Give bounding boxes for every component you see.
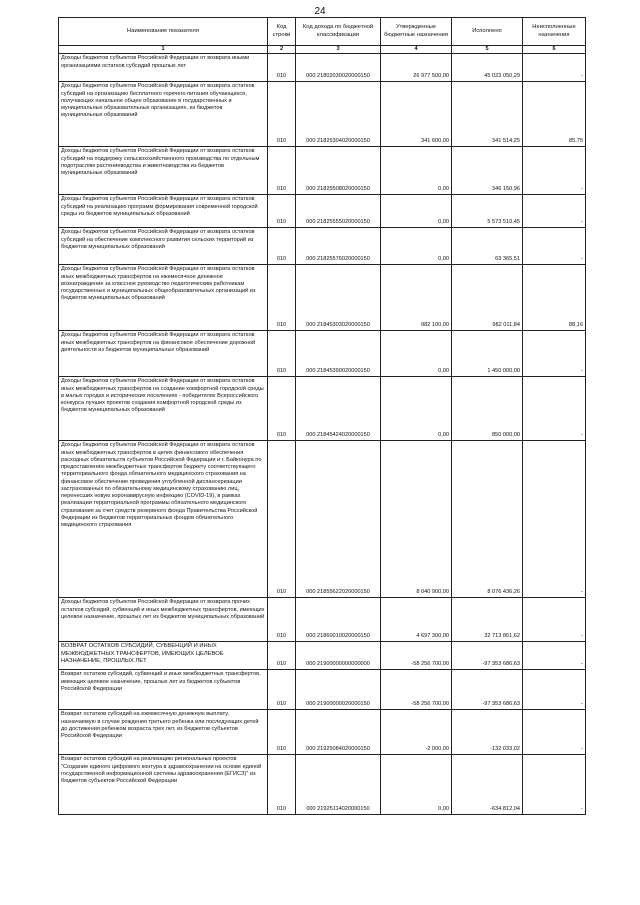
row-executed: 982 011,84 (452, 265, 523, 331)
table-row (59, 228, 586, 265)
table-row (59, 147, 586, 195)
table-header-row (59, 18, 586, 46)
page-number: 24 (314, 6, 326, 17)
column-number: 6 (523, 46, 586, 54)
row-executed: 5 573 510,45 (452, 195, 523, 228)
row-line-code: 010 (268, 54, 296, 82)
row-unexecuted: - (523, 642, 586, 670)
row-budget-code: 000 21802030020000150 (296, 54, 381, 82)
row-budget-code: 000 21900000020000150 (296, 670, 381, 710)
row-line-code: 010 (268, 147, 296, 195)
row-line-code: 010 (268, 598, 296, 642)
header-approved: Утвержденные бюджетные назначения (381, 18, 452, 46)
row-name: Доходы бюджетов субъектов Российской Федерации от возврата остатков субсидий на поддержку сельскохозяйственного производства по отдельным подотраслям растениеводства и животноводства из бюджетов муниципальных образований (59, 147, 268, 195)
row-budget-code: 000 21925114020000150 (296, 755, 381, 815)
column-number-row (59, 46, 586, 54)
row-name: Доходы бюджетов субъектов Российской Федерации от возврата остатков иных межбюджетных трансфертов в целях финансового обеспечения расходных обязательств субъектов Российской Федерации и г. Байконура по предоставлению межбюджетных трансфертов бюджету соответствующего территориального фонда обязательного медицинского страхования на финансовое обеспечение проведения углубленной диспансеризации застрахованных по обязательному медицинскому страхованию лиц, перенесших новую коронавирусную инфекцию (COVID-19), в рамках реализации территориальной программы обязательного медицинского страхования за счет средств резервного фонда Правительства Российской Федерации из бюджетов территориальных фондов обязательного медицинского страхования (59, 441, 268, 598)
table-row (59, 755, 586, 815)
row-budget-code: 000 21900000000000000 (296, 642, 381, 670)
row-budget-code: 000 21825576020000150 (296, 228, 381, 265)
row-budget-code: 000 21845390020000150 (296, 331, 381, 377)
row-executed: 63 365,51 (452, 228, 523, 265)
row-approved: 341 600,00 (381, 82, 452, 147)
row-approved: 8 040 900,00 (381, 441, 452, 598)
row-line-code: 010 (268, 265, 296, 331)
row-executed: 32 713 861,62 (452, 598, 523, 642)
column-number: 1 (59, 46, 268, 54)
row-executed: -634 812,04 (452, 755, 523, 815)
header-executed: Исполнено (452, 18, 523, 46)
row-unexecuted: - (523, 147, 586, 195)
row-approved: 0,00 (381, 228, 452, 265)
table-row (59, 710, 586, 755)
column-number: 2 (268, 46, 296, 54)
row-budget-code: 000 21925084020000150 (296, 710, 381, 755)
row-unexecuted: - (523, 228, 586, 265)
row-line-code: 010 (268, 670, 296, 710)
row-line-code: 010 (268, 755, 296, 815)
row-name: Доходы бюджетов субъектов Российской Федерации от возврата прочих остатков субсидий, субвенций и иных межбюджетных трансфертов, имеющих целевое назначение, прошлых лет из бюджетов муниципальных образований (59, 598, 268, 642)
row-unexecuted: - (523, 670, 586, 710)
row-name: Доходы бюджетов субъектов Российской Федерации от возврата остатков субсидий на реализацию программ формирования современной городской среды из бюджетов муниципальных образований (59, 195, 268, 228)
row-budget-code: 000 21855622020000150 (296, 441, 381, 598)
row-budget-code: 000 21825304020000150 (296, 82, 381, 147)
table-row (59, 377, 586, 441)
row-unexecuted: - (523, 441, 586, 598)
row-unexecuted: 85,75 (523, 82, 586, 147)
budget-revenue-table (58, 17, 586, 815)
table-row (59, 642, 586, 670)
row-name: Доходы бюджетов субъектов Российской Федерации от возврата иными организациями остатков субсидий прошлых лет (59, 54, 268, 82)
row-executed: 850 000,00 (452, 377, 523, 441)
row-unexecuted: - (523, 710, 586, 755)
table-row (59, 195, 586, 228)
row-unexecuted: - (523, 54, 586, 82)
row-approved: 4 697 300,00 (381, 598, 452, 642)
row-line-code: 010 (268, 377, 296, 441)
row-budget-code: 000 21825508020000150 (296, 147, 381, 195)
row-name: Доходы бюджетов субъектов Российской Федерации от возврата остатков субсидий на организацию бесплатного горячего питания обучающихся, получающих начальное общее образование в государственных и муниципальных образовательных организациях, из бюджетов муниципальных образований (59, 82, 268, 147)
row-executed: 341 514,25 (452, 82, 523, 147)
row-approved: -2 000,00 (381, 710, 452, 755)
row-line-code: 010 (268, 331, 296, 377)
row-line-code: 010 (268, 82, 296, 147)
row-budget-code: 000 21860010020000150 (296, 598, 381, 642)
table-row (59, 598, 586, 642)
row-line-code: 010 (268, 441, 296, 598)
row-unexecuted: - (523, 377, 586, 441)
table-row (59, 265, 586, 331)
row-approved: -58 256 700,00 (381, 670, 452, 710)
row-name: Доходы бюджетов субъектов Российской Федерации от возврата остатков субсидий на обеспечение комплексного развития сельских территорий из бюджетов муниципальных образований (59, 228, 268, 265)
column-number: 5 (452, 46, 523, 54)
row-line-code: 010 (268, 228, 296, 265)
row-unexecuted: - (523, 598, 586, 642)
row-executed: -97 353 686,63 (452, 670, 523, 710)
row-unexecuted: 88,16 (523, 265, 586, 331)
row-executed: -132 033,02 (452, 710, 523, 755)
row-name: Возврат остатков субсидий на реализацию региональных проектов "Создание единого цифрового контура в здравоохранении на основе единой государственной информационной системы здравоохранения (ЕГИСЗ)" из бюджетов субъектов Российской Федерации (59, 755, 268, 815)
row-line-code: 010 (268, 710, 296, 755)
row-line-code: 010 (268, 195, 296, 228)
row-executed: 8 076 436,26 (452, 441, 523, 598)
header-budget-code: Код дохода по бюджетной классификации (296, 18, 381, 46)
table-row (59, 441, 586, 598)
row-budget-code: 000 21845303020000150 (296, 265, 381, 331)
table-row (59, 331, 586, 377)
row-approved: 0,00 (381, 755, 452, 815)
table-row (59, 670, 586, 710)
row-unexecuted: - (523, 195, 586, 228)
row-name: Возврат остатков субсидий на ежемесячную денежную выплату, назначаемую в случае рождения третьего ребенка или последующих детей до достижения ребенком возраста трех лет, из бюджетов субъектов Российской Федерации (59, 710, 268, 755)
row-name: Доходы бюджетов субъектов Российской Федерации от возврата остатков иных межбюджетных трансфертов на финансовое обеспечение дорожной деятельности из бюджетов муниципальных образований (59, 331, 268, 377)
row-approved: 26 977 500,00 (381, 54, 452, 82)
column-number: 3 (296, 46, 381, 54)
header-unexecuted: Неисполненные назначения (523, 18, 586, 46)
row-executed: 346 150,96 (452, 147, 523, 195)
row-budget-code: 000 21845424020000150 (296, 377, 381, 441)
row-line-code: 010 (268, 642, 296, 670)
header-name: Наименование показателя (59, 18, 268, 46)
row-approved: 0,00 (381, 377, 452, 441)
row-executed: 1 450 000,00 (452, 331, 523, 377)
row-unexecuted: - (523, 331, 586, 377)
row-name: Доходы бюджетов субъектов Российской Федерации от возврата остатков иных межбюджетных трансфертов на создание комфортной городской среды в малых городах и исторических поселениях - победителях Всероссийского конкурса лучших проектов создания комфортной городской среды из бюджетов муниципальных образований (59, 377, 268, 441)
row-approved: 982 100,00 (381, 265, 452, 331)
table-row (59, 54, 586, 82)
row-approved: 0,00 (381, 331, 452, 377)
row-approved: -58 256 700,00 (381, 642, 452, 670)
row-approved: 0,00 (381, 147, 452, 195)
row-executed: -97 353 686,63 (452, 642, 523, 670)
row-unexecuted: - (523, 755, 586, 815)
row-name: ВОЗВРАТ ОСТАТКОВ СУБСИДИЙ, СУБВЕНЦИЙ И ИНЫХ МЕЖБЮДЖЕТНЫХ ТРАНСФЕРТОВ, ИМЕЮЩИХ ЦЕЛЕВОЕ НАЗНАЧЕНИЕ, ПРОШЛЫХ ЛЕТ (59, 642, 268, 670)
row-executed: 45 023 050,29 (452, 54, 523, 82)
row-name: Возврат остатков субсидий, субвенций и иных межбюджетных трансфертов, имеющих целевое назначение, прошлых лет из бюджетов субъектов Российской Федерации (59, 670, 268, 710)
row-name: Доходы бюджетов субъектов Российской Федерации от возврата остатков иных межбюджетных трансфертов на ежемесячное денежное вознаграждение за классное руководство педагогическим работникам государственных и муниципальных общеобразовательных организаций из бюджетов муниципальных образований (59, 265, 268, 331)
table-row (59, 82, 586, 147)
row-budget-code: 000 21825555020000150 (296, 195, 381, 228)
header-line-code: Код строки (268, 18, 296, 46)
row-approved: 0,00 (381, 195, 452, 228)
column-number: 4 (381, 46, 452, 54)
